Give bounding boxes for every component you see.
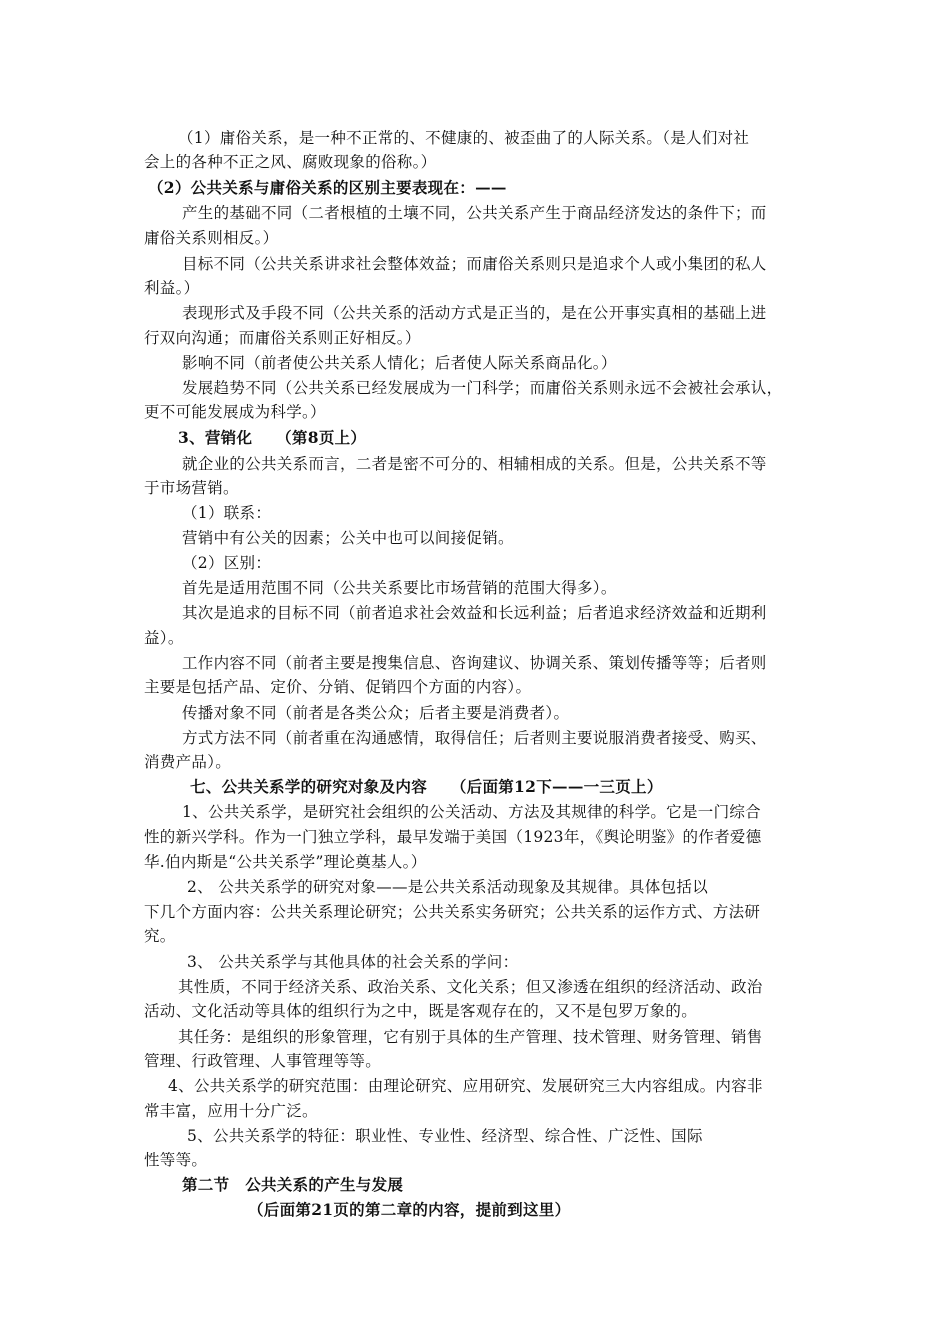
- text-line: 活动、文化活动等具体的组织行为之中，既是客观存在的，又不是包罗万象的。: [144, 1002, 698, 1020]
- text-line: 行双向沟通；而庸俗关系则正好相反。）: [144, 329, 421, 347]
- text-line: 其次是追求的目标不同（前者追求社会效益和长远利益；后者追求经济效益和近期利: [182, 604, 767, 622]
- text-line: 主要是包括产品、定价、分销、促销四个方面的内容）。: [144, 678, 532, 696]
- section-heading: 3、营销化 （第8页上）: [178, 428, 367, 447]
- text-line: 更不可能发展成为科学。）: [144, 403, 326, 421]
- text-line: 管理、行政管理、人事管理等等。: [144, 1052, 382, 1070]
- text-line: （2）区别：: [182, 554, 272, 572]
- text-line: 表现形式及手段不同（公共关系的活动方式是正当的，是在公开事实真相的基础上进: [182, 304, 767, 322]
- text-line: 工作内容不同（前者主要是搜集信息、咨询建议、协调关系、策划传播等等；后者则: [182, 654, 767, 672]
- text-line: 华.伯内斯是“公共关系学”理论奠基人。）: [144, 853, 427, 871]
- text-line: 1、公共关系学，是研究社会组织的公关活动、方法及其规律的科学。它是一门综合: [182, 803, 761, 821]
- text-line: 传播对象不同（前者是各类公众；后者主要是消费者）。: [182, 704, 570, 722]
- text-line: 其性质，不同于经济关系、政治关系、文化关系；但又渗透在组织的经济活动、政治: [178, 978, 763, 996]
- text-line: 下几个方面内容：公共关系理论研究；公共关系实务研究；公共关系的运作方式、方法研: [144, 903, 761, 921]
- text-line: 于市场营销。: [144, 479, 239, 497]
- text-line: 5、公共关系学的特征：职业性、专业性、经济型、综合性、广泛性、国际: [187, 1127, 703, 1145]
- section-heading: 七、公共关系学的研究对象及内容 （后面第12下——一三页上）: [190, 777, 663, 796]
- text-line: 性的新兴学科。作为一门独立学科，最早发端于美国（1923年，《舆论明鉴》的作者爱德: [144, 828, 762, 846]
- text-line: 益）。: [144, 629, 184, 647]
- text-line: 发展趋势不同（公共关系已经发展成为一门科学；而庸俗关系则永远不会被社会承认，: [182, 379, 783, 397]
- text-line: 庸俗关系则相反。）: [144, 229, 279, 247]
- text-line: 3、 公共关系学与其他具体的社会关系的学问：: [187, 953, 519, 971]
- text-line: 4、公共关系学的研究范围：由理论研究、应用研究、发展研究三大内容组成。内容非: [168, 1077, 763, 1095]
- text-line: （1）庸俗关系，是一种不正常的、不健康的、被歪曲了的人际关系。（是人们对社: [178, 129, 750, 147]
- text-line: 营销中有公关的因素；公关中也可以间接促销。: [182, 529, 514, 547]
- text-line: 目标不同（公共关系讲求社会整体效益；而庸俗关系则只是追求个人或小集团的私人: [182, 255, 767, 273]
- text-line: 利益。）: [144, 279, 200, 297]
- section-subheading: （后面第21页的第二章的内容，提前到这里）: [248, 1200, 571, 1219]
- text-line: 究。: [144, 927, 176, 945]
- section-heading: （2）公共关系与庸俗关系的区别主要表现在：——: [148, 178, 507, 197]
- text-line: 产生的基础不同（二者根植的土壤不同，公共关系产生于商品经济发达的条件下；而: [182, 204, 767, 222]
- text-line: 常丰富，应用十分广泛。: [144, 1102, 318, 1120]
- text-line: 就企业的公共关系而言，二者是密不可分的、相辅相成的关系。但是，公共关系不等: [182, 455, 767, 473]
- text-line: 其任务：是组织的形象管理，它有别于具体的生产管理、技术管理、财务管理、销售: [178, 1028, 763, 1046]
- text-line: 性等等。: [144, 1151, 208, 1169]
- text-line: 会上的各种不正之风、腐败现象的俗称。）: [144, 153, 437, 171]
- text-line: 方式方法不同（前者重在沟通感情，取得信任；后者则主要说服消费者接受、购买、: [182, 729, 767, 747]
- text-line: 首先是适用范围不同（公共关系要比市场营销的范围大得多）。: [182, 579, 617, 597]
- text-line: （1）联系：: [182, 504, 272, 522]
- text-line: 2、 公共关系学的研究对象——是公共关系活动现象及其规律。具体包括以: [187, 878, 708, 896]
- text-line: 消费产品）。: [144, 753, 232, 771]
- text-line: 影响不同（前者使公共关系人情化；后者使人际关系商品化。）: [182, 354, 617, 372]
- section-heading: 第二节 公共关系的产生与发展: [182, 1175, 404, 1194]
